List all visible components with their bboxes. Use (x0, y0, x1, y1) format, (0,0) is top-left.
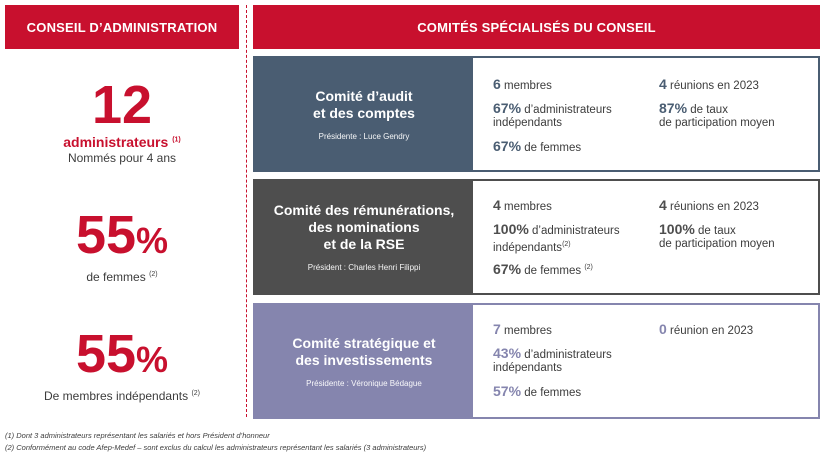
committee-audit (253, 56, 820, 172)
committee-name: Comité des rémunérations, des nominations et de la RSE (273, 202, 455, 252)
committee-strategic (253, 303, 820, 419)
women-stat (5, 205, 239, 284)
committee-remuneration-info (473, 181, 818, 293)
footnote-1: (1) Dont 3 administrateurs représentant les salariés et hors Président d’honneur (5, 431, 270, 440)
women-share: 57% de femmes (493, 383, 582, 399)
committee-audit-title-box (255, 58, 473, 170)
administrators-stat (5, 75, 239, 165)
meetings-count: 0 réunion en 2023 (659, 321, 754, 337)
independent-percentage: 55% (75, 324, 169, 384)
footnote-2: (2) Conformément au code Afep-Medef – sont exclus du calcul les administrateurs représentant les salariés (3 administrateurs) (5, 443, 427, 452)
administrators-label: administrateurs $^{(1)}$ (63, 134, 181, 150)
dashed-divider (246, 5, 247, 417)
attendance-rate: 87% de taux de participation moyen (659, 100, 775, 129)
members-count: 6 membres (493, 76, 552, 92)
independent-share: 67% d’administrateurs indépendants (493, 100, 612, 129)
committee-name: Comité stratégique et des investissements (292, 334, 436, 368)
committee-remuneration (253, 179, 820, 295)
women-label: de femmes $^{(2)}$ (86, 270, 158, 284)
independent-stat (5, 324, 239, 403)
meetings-count: 4 réunions en 2023 (659, 76, 759, 92)
committee-president: Président : Charles Henri Filippi (307, 263, 421, 272)
committee-strategic-title-box (255, 305, 473, 417)
committee-strategic-info (473, 305, 818, 417)
members-count: 4 membres (493, 197, 552, 213)
women-share: 67% de femmes $^{(2)}$ (493, 260, 593, 277)
independent-label: De membres indépendants $^{(2)}$ (44, 389, 200, 403)
committees-header: COMITÉS SPÉCIALISÉS DU CONSEIL (253, 5, 820, 49)
attendance-rate: 100% de taux de participation moyen (659, 221, 775, 250)
committee-president: Présidente : Luce Gendry (318, 131, 410, 141)
meetings-count: 4 réunions en 2023 (659, 197, 759, 213)
administrators-term: Nommés pour 4 ans (67, 151, 177, 165)
women-percentage: 55% (75, 205, 169, 265)
independent-share: 100% d’administrateurs indépendants$^{(2)}$ (493, 221, 620, 254)
committee-remuneration-title-box (255, 181, 473, 293)
women-share: 67% de femmes (493, 138, 582, 154)
independent-share: 43% d’administrateurs indépendants (493, 345, 612, 374)
members-count: 7 membres (493, 321, 552, 337)
committee-audit-info (473, 58, 818, 170)
committee-name: Comité d’audit et des comptes (313, 87, 415, 121)
board-header: CONSEIL D’ADMINISTRATION (5, 5, 239, 49)
administrators-count: 12 (91, 75, 153, 135)
committee-president: Présidente : Véronique Bédague (306, 378, 422, 388)
